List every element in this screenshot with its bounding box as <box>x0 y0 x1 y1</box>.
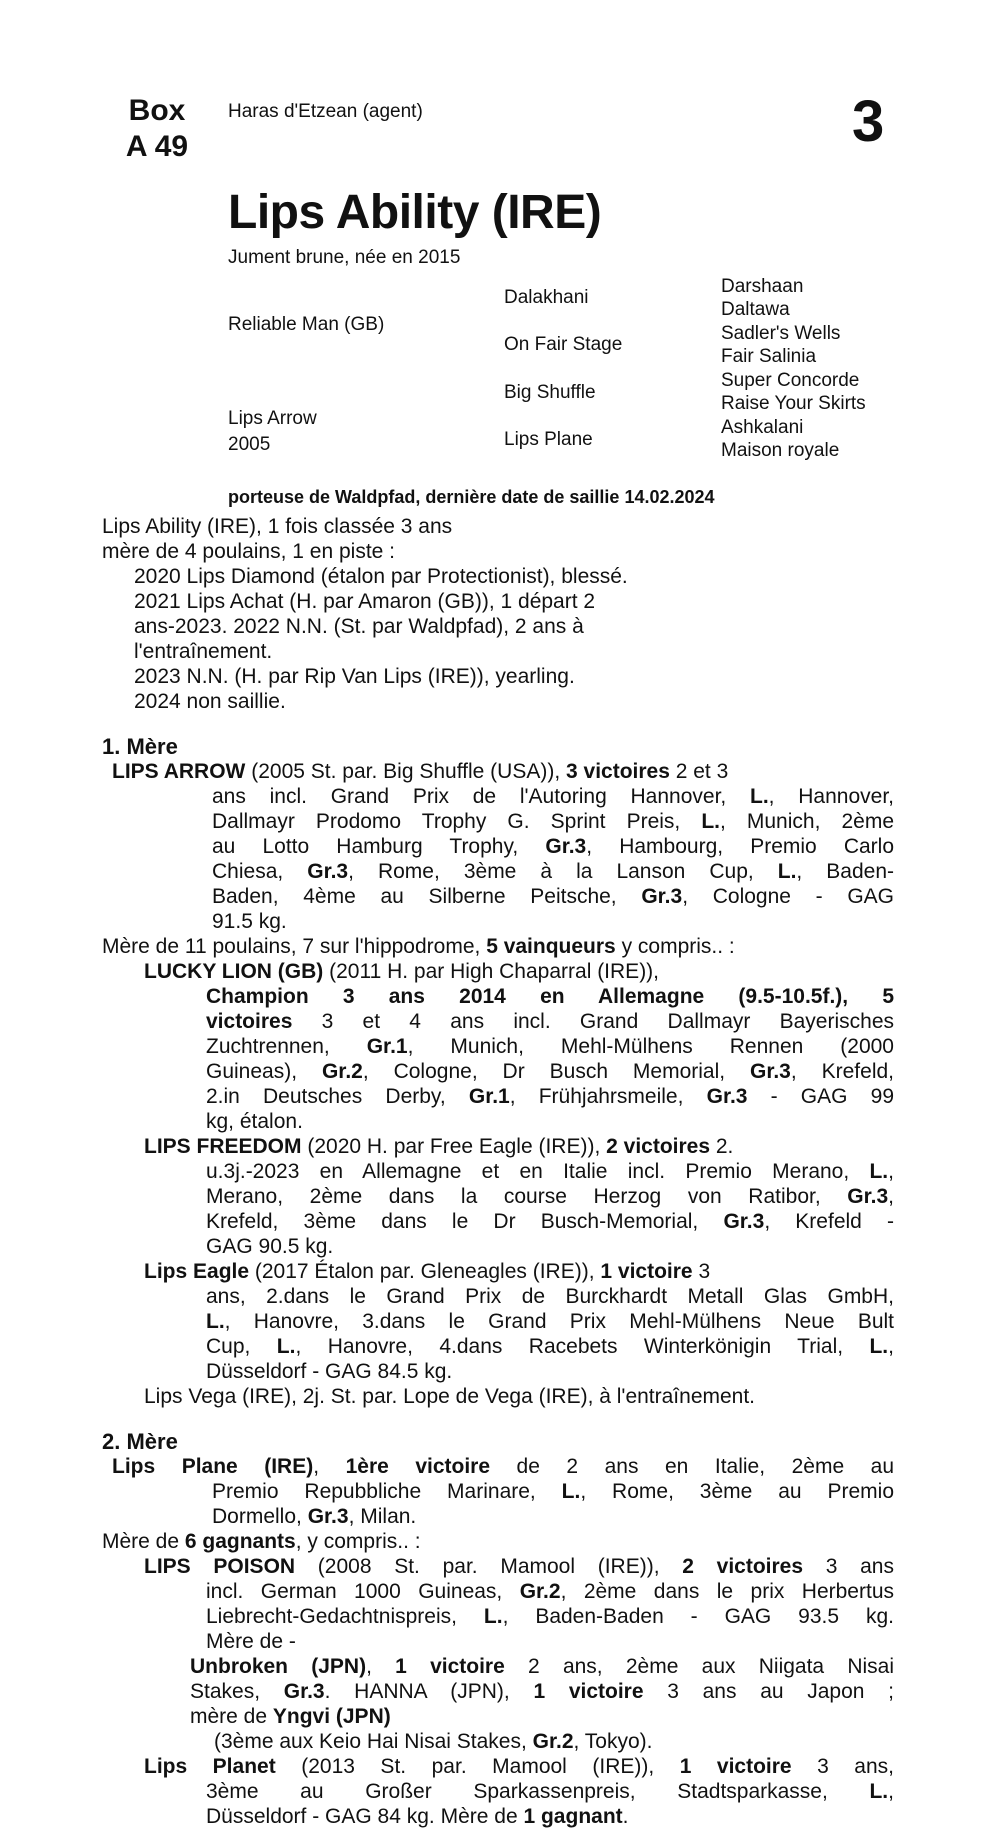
grade: Gr.2 <box>532 1730 574 1753</box>
wins: 1 victoire <box>533 1680 644 1703</box>
grade: L. <box>701 810 720 833</box>
grade: Gr.3 <box>307 860 349 883</box>
wins: 2 victoires <box>606 1135 711 1158</box>
entry-text: , <box>366 1655 396 1678</box>
entry-line: Zuchtrennen, Gr.1, Munich, Mehl-Mülhens Rennen (2000 <box>206 1035 894 1058</box>
breeding-status: porteuse de Waldpfad, dernière date de saillie 14.02.2024 <box>228 487 715 507</box>
horse-name: Lips Eagle <box>144 1260 250 1283</box>
offspring-entry: Lips Vega (IRE), 2j. St. par. Lope de Vega (IRE), à l'entraînement. <box>144 1385 756 1408</box>
entry-text: 3 <box>692 1260 711 1283</box>
wins: 1ère victoire <box>345 1455 491 1478</box>
wins: victoires <box>206 1010 293 1033</box>
entry-line: Liebrecht-Gedachtnispreis, L., Baden-Baden - GAG 93.5 kg. <box>206 1605 894 1628</box>
grade: L. <box>483 1605 503 1628</box>
grade: Gr.3 <box>750 1060 791 1083</box>
entry-line <box>206 984 894 1009</box>
offspring-entry <box>102 1134 894 1159</box>
horse-name: Lips Plane (IRE) <box>112 1455 314 1478</box>
entry-text: 3ème au Großer Sparkassenpreis, Stadtsparkasse, <box>206 1780 870 1803</box>
entry-line: Dallmayr Prodomo Trophy G. Sprint Preis, L., Munich, 2ème <box>212 810 894 833</box>
entry-line: au Lotto Hamburg Trophy, Gr.3, Hambourg, Premio Carlo <box>212 835 895 858</box>
grade: L. <box>869 1780 889 1803</box>
entry-text: (2017 Étalon par. Gleneagles (IRE)), <box>249 1260 601 1283</box>
produce-summary <box>102 934 894 959</box>
produce-intro: Lips Ability (IRE), 1 fois classée 3 ans <box>102 515 453 538</box>
entry-text: , <box>313 1455 346 1478</box>
sire: Reliable Man (GB) <box>228 314 385 335</box>
offspring-entry <box>102 1554 894 1579</box>
horse-name: LUCKY LION (GB) <box>144 960 324 983</box>
agent: Haras d'Etzean (agent) <box>228 101 423 122</box>
entry-line: Düsseldorf - GAG 84.5 kg. <box>206 1360 453 1383</box>
entry-text: y compris.. : <box>615 935 735 958</box>
entry-line: incl. German 1000 Guineas, Gr.2, 2ème dans le prix Herbertus <box>206 1580 894 1603</box>
wins: 2 victoires <box>682 1555 804 1578</box>
dam: Lips Arrow <box>228 408 317 429</box>
grandparent: Dalakhani <box>504 287 589 308</box>
horse-name: Yngvi (JPN) <box>272 1705 391 1728</box>
dam-year: 2005 <box>228 434 271 455</box>
entry-line <box>102 1729 894 1754</box>
entry-text: Stakes, <box>190 1680 284 1703</box>
entry-line: Merano, 2ème dans la course Herzog von Ratibor, Gr.3, <box>206 1185 894 1208</box>
grade: Gr.3 <box>723 1210 765 1233</box>
grade: L. <box>206 1310 225 1333</box>
wins: 1 victoire <box>395 1655 505 1678</box>
great-grandparent: Super Concorde <box>721 370 860 391</box>
entry-line: 2.in Deutsches Derby, Gr.1, Frühjahrsmeile, Gr.3 - GAG 99 <box>206 1085 894 1108</box>
produce-item: l'entraînement. <box>134 640 273 663</box>
entry-text: (2011 H. par High Chaparral (IRE)), <box>323 960 660 983</box>
entry-line: Guineas), Gr.2, Cologne, Dr Busch Memorial, Gr.3, Krefeld, <box>206 1060 894 1083</box>
grade: Gr.3 <box>641 885 683 908</box>
great-grandparent: Sadler's Wells <box>721 323 841 344</box>
great-grandparent: Ashkalani <box>721 417 804 438</box>
produce-item: 2021 Lips Achat (H. par Amaron (GB)), 1 départ 2 <box>134 590 596 613</box>
wins: 1 victoire <box>600 1260 693 1283</box>
entry-text: Düsseldorf - GAG 84 kg. Mère de <box>206 1805 524 1828</box>
horse-name: Lips Planet <box>144 1755 276 1778</box>
entry-text: , y compris.. : <box>295 1530 421 1553</box>
section-heading: 2. Mère <box>102 1429 178 1454</box>
grade: Gr.1 <box>468 1085 510 1108</box>
horse-name: LIPS FREEDOM <box>144 1135 302 1158</box>
entry-text: 2 et 3 <box>669 760 729 783</box>
entry-line: Chiesa, Gr.3, Rome, 3ème à la Lanson Cup, L., Baden- <box>212 860 894 883</box>
great-grandparent: Darshaan <box>721 276 804 297</box>
produce-item: 2023 N.N. (H. par Rip Van Lips (IRE)), yearling. <box>134 665 575 688</box>
entry-text: (3ème aux Keio Hai Nisai Stakes, <box>214 1730 533 1753</box>
entry-line: Dormello, Gr.3, Milan. <box>212 1505 417 1528</box>
produce-summary <box>102 1529 894 1554</box>
entry-line: Baden, 4ème au Silberne Peitsche, Gr.3, Cologne - GAG <box>212 885 895 908</box>
produce-item: 2020 Lips Diamond (étalon par Protectionist), blessé. <box>134 565 628 588</box>
entry-text: mère de <box>190 1705 273 1728</box>
entry-text: , <box>888 1780 894 1803</box>
grade: Gr.1 <box>366 1035 408 1058</box>
grade: L. <box>869 1335 889 1358</box>
offspring-entry <box>102 1754 894 1779</box>
horse-description: Jument brune, née en 2015 <box>228 247 461 268</box>
entry-text: de 2 ans en Italie, 2ème au <box>490 1455 895 1478</box>
box-label <box>102 93 212 165</box>
grandparent: On Fair Stage <box>504 334 623 355</box>
entry-line: Cup, L., Hanovre, 4.dans Racebets Winterkönigin Trial, L., <box>206 1335 894 1358</box>
champion-title: Champion 3 ans 2014 en Allemagne (9.5-10.5f.), 5 <box>206 985 894 1008</box>
horse-name: LIPS ARROW <box>112 760 246 783</box>
entry-text: 3 ans au Japon ; <box>643 1680 895 1703</box>
entry-line: 91.5 kg. <box>212 910 287 933</box>
wins: 1 victoire <box>679 1755 792 1778</box>
box-number: A 49 <box>125 130 189 163</box>
entry-line: ans, 2.dans le Grand Prix de Burckhardt Metall Glas GmbH, <box>206 1285 894 1308</box>
entry-line: L., Hanovre, 3.dans le Grand Prix Mehl-Mülhens Neue Bult <box>206 1310 894 1333</box>
section-heading: 1. Mère <box>102 734 178 759</box>
winners: 1 gagnant <box>523 1805 623 1828</box>
entry-text: 3 et 4 ans incl. Grand Dallmayr Bayerisches <box>292 1010 894 1033</box>
great-grandparent: Raise Your Skirts <box>721 393 866 414</box>
entry-line: kg, étalon. <box>206 1110 303 1133</box>
produce-item: ans-2023. 2022 N.N. (St. par Waldpfad), 2 ans à <box>134 615 584 638</box>
grade: Gr.3 <box>545 835 587 858</box>
entry-line <box>190 1704 894 1729</box>
dam-entry <box>102 759 894 784</box>
entry-text: (2005 St. par. Big Shuffle (USA)), <box>245 760 566 783</box>
entry-text: 3 ans, <box>791 1755 894 1778</box>
winners: 5 vainqueurs <box>486 935 616 958</box>
entry-text: 2 ans, 2ème aux Niigata Nisai <box>504 1655 895 1678</box>
grade: L. <box>869 1160 889 1183</box>
wins: 3 victoires <box>566 760 670 783</box>
entry-text: 2. <box>710 1135 734 1158</box>
grade: L. <box>750 785 769 808</box>
horse-name: Lips Ability (IRE) <box>228 186 602 239</box>
entry-text: , Tokyo). <box>573 1730 653 1753</box>
dam-entry <box>102 1454 894 1479</box>
entry-line <box>190 1679 894 1704</box>
entry-text: (2013 St. par. Mamool (IRE)), <box>275 1755 680 1778</box>
produce-intro: mère de 4 poulains, 1 en piste : <box>102 540 396 563</box>
offspring-entry <box>102 1259 894 1284</box>
entry-text: (2020 H. par Free Eagle (IRE)), <box>301 1135 607 1158</box>
great-grandparent: Maison royale <box>721 440 840 461</box>
box-label-text: Box <box>128 94 186 127</box>
entry-line: u.3j.-2023 en Allemagne et en Italie incl. Premio Merano, L., <box>206 1160 894 1183</box>
entry-line: ans incl. Grand Prix de l'Autoring Hannover, L., Hannover, <box>212 785 894 808</box>
horse-name: LIPS POISON <box>144 1555 296 1578</box>
grade: L. <box>561 1480 581 1503</box>
grade: Gr.2 <box>321 1060 363 1083</box>
entry-line <box>206 1779 894 1804</box>
lot-number: 3 <box>852 89 885 154</box>
entry-text: 3 ans <box>803 1555 894 1578</box>
grandparent: Lips Plane <box>504 429 593 450</box>
grade: L. <box>777 860 797 883</box>
catalogue-text <box>102 514 894 1829</box>
grandparent: Big Shuffle <box>504 382 596 403</box>
entry-text: (2008 St. par. Mamool (IRE)), <box>295 1555 683 1578</box>
offspring-entry <box>102 959 894 984</box>
entry-line: Krefeld, 3ème dans le Dr Busch-Memorial, Gr.3, Krefeld - <box>206 1210 894 1233</box>
produce-item: 2024 non saillie. <box>134 690 286 713</box>
grade: Gr.3 <box>847 1185 889 1208</box>
entry-text: . <box>622 1805 629 1828</box>
grade: Gr.2 <box>519 1580 561 1603</box>
entry-text: Mère de 11 poulains, 7 sur l'hippodrome, <box>102 935 487 958</box>
entry-line: Mère de - <box>206 1630 296 1653</box>
horse-name: Unbroken (JPN) <box>190 1655 367 1678</box>
entry-line <box>206 1804 894 1829</box>
offspring-entry <box>190 1654 894 1679</box>
entry-line <box>206 1009 894 1034</box>
winners: 6 gagnants <box>184 1530 296 1553</box>
entry-line: Premio Repubbliche Marinare, L., Rome, 3ème au Premio <box>212 1480 894 1503</box>
entry-text: . HANNA (JPN), <box>324 1680 534 1703</box>
great-grandparent: Fair Salinia <box>721 346 817 367</box>
entry-line: GAG 90.5 kg. <box>206 1235 334 1258</box>
entry-text: Mère de <box>102 1530 185 1553</box>
great-grandparent: Daltawa <box>721 299 790 320</box>
grade: Gr.3 <box>283 1680 325 1703</box>
grade: Gr.3 <box>706 1085 748 1108</box>
grade: L. <box>276 1335 296 1358</box>
grade: Gr.3 <box>307 1505 349 1528</box>
